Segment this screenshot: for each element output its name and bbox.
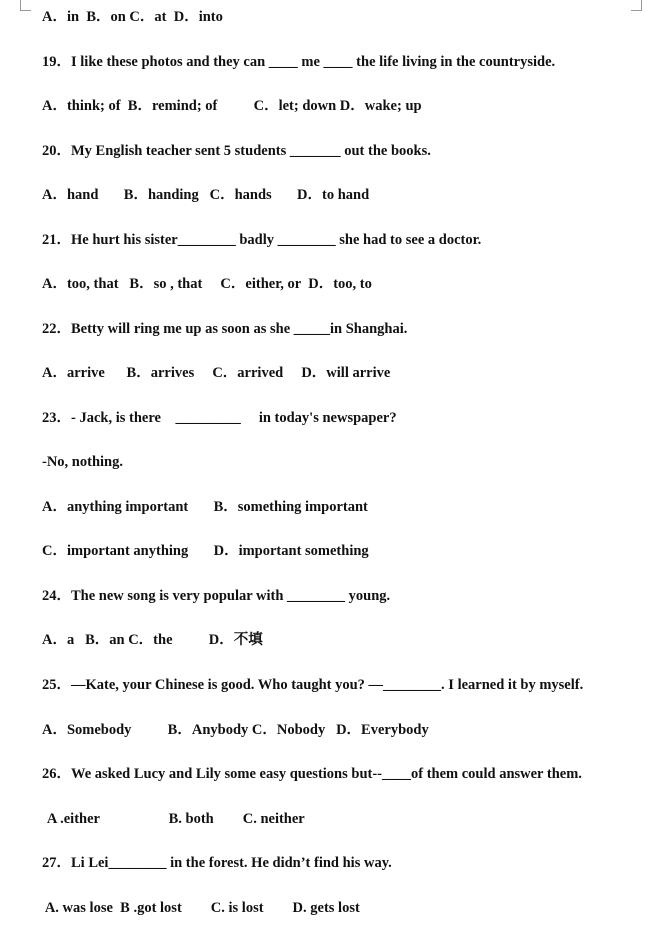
q25-options: A．Somebody B．Anybody C．Nobody D．Everybody	[42, 722, 429, 738]
page-corner-mark-left	[20, 0, 31, 11]
q26-question: 26．We asked Lucy and Lily some easy questions but--____of them could answer them.	[42, 766, 582, 782]
q23-options-cd: C．important anything D．important something	[42, 543, 369, 559]
q26-options: A .either B. both C. neither	[44, 811, 305, 827]
q23-options-ab: A．anything important B．something important	[42, 499, 368, 515]
q27-options: A. was lose B .got lost C. is lost D. gets lost	[42, 900, 360, 916]
q22-options: A．arrive B．arrives C．arrived D．will arrive	[42, 365, 391, 381]
q19-options: A．think; of B．remind; of C．let; down D．wake; up	[42, 98, 422, 114]
q21-question: 21．He hurt his sister________ badly ________ she had to see a doctor.	[42, 232, 482, 248]
q24-question: 24．The new song is very popular with ________ young.	[42, 588, 391, 604]
q18-options: A．in B．on C．at D．into	[42, 9, 223, 25]
page-corner-mark-right	[631, 0, 642, 11]
q23-reply: -No, nothing.	[42, 454, 123, 470]
q21-options: A．too, that B．so , that C．either, or D．too, to	[42, 276, 372, 292]
q20-options: A．hand B．handing C．hands D．to hand	[42, 187, 370, 203]
q27-question: 27．Li Lei________ in the forest. He didn’t find his way.	[42, 855, 392, 871]
q24-options: A．a B．an C．the D．不填	[42, 632, 263, 648]
q19-question: 19．I like these photos and they can ____ me ____ the life living in the countryside.	[42, 54, 556, 70]
q23-question: 23．- Jack, is there _________ in today's newspaper?	[42, 410, 397, 426]
q22-question: 22．Betty will ring me up as soon as she _____in Shanghai.	[42, 321, 408, 337]
q20-question: 20．My English teacher sent 5 students _______ out the books.	[42, 143, 431, 159]
q25-question: 25．—Kate, your Chinese is good. Who taught you? —________. I learned it by myself.	[42, 677, 584, 693]
